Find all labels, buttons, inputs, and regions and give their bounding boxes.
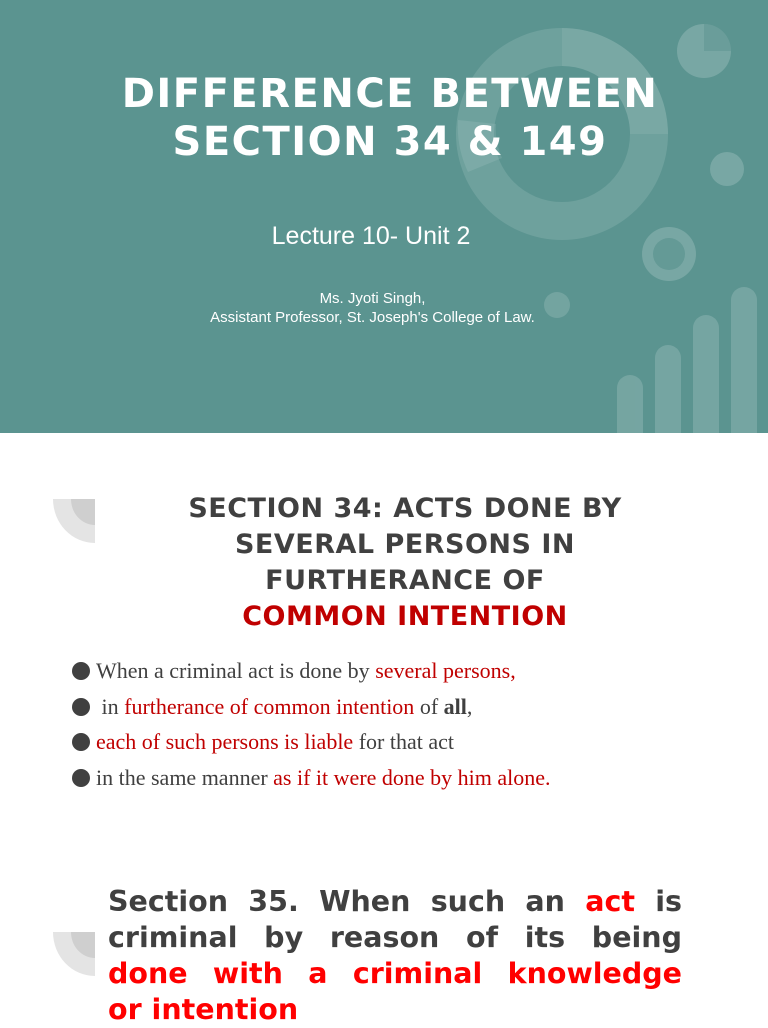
bullet-highlight: each of such persons is liable — [96, 729, 354, 754]
heading-line-2: SEVERAL PERSONS IN — [234, 529, 576, 560]
bullet-text: in — [96, 693, 125, 719]
text-line-3: done with a criminal knowledge — [108, 957, 682, 990]
text-line-4: or intention — [108, 993, 299, 1026]
heading-line-4: COMMON INTENTION — [242, 601, 568, 632]
heading-line-1: SECTION 34: ACTS DONE BY — [188, 493, 622, 524]
bullet-bold-text: all — [443, 693, 467, 719]
title-line-1: DIFFERENCE BETWEEN — [121, 71, 659, 117]
bullet-text: When a criminal act is done by — [96, 658, 376, 683]
bullet-highlight: furtherance of common intention — [124, 693, 415, 719]
section-34-heading — [100, 491, 710, 635]
text-segment: is — [634, 885, 683, 918]
bullet-icon — [72, 662, 90, 680]
bullet-text: in the same manner — [96, 764, 274, 790]
text-highlight: act — [585, 885, 635, 918]
text-line-2: criminal by reason of its being — [108, 921, 682, 954]
title-slide — [0, 0, 768, 433]
bullet-icon — [72, 733, 90, 751]
text-segment: Section 35. When such an — [108, 885, 586, 918]
section-35-text — [108, 884, 682, 1028]
quarter-circle-marker — [53, 499, 95, 543]
author-name: Ms. Jyoti Singh, — [319, 290, 426, 307]
list-item — [72, 760, 551, 796]
decorative-shapes — [0, 0, 768, 433]
bullet-text: , — [466, 693, 473, 719]
bullet-list — [72, 653, 551, 795]
list-item — [72, 724, 551, 760]
list-item — [72, 653, 551, 689]
bullet-icon — [72, 769, 90, 787]
lecture-subtitle: Lecture 10- Unit 2 — [271, 222, 471, 250]
list-item — [72, 689, 551, 725]
section-34-slide — [0, 433, 768, 824]
quarter-circle-marker — [53, 932, 95, 976]
bullet-icon — [72, 698, 90, 716]
heading-line-3: FURTHERANCE OF — [265, 565, 545, 596]
bullet-text: of — [414, 693, 444, 719]
author-role: Assistant Professor, St. Joseph's College of Law. — [210, 309, 535, 326]
author-info — [0, 289, 745, 327]
section-35-slide — [0, 824, 768, 1024]
title-line-2: SECTION 34 & 149 — [172, 119, 608, 165]
slide-title — [0, 70, 768, 166]
bullet-highlight: as if it were done by him alone. — [273, 764, 551, 790]
text-line-1 — [108, 884, 682, 920]
bullet-highlight: several persons, — [375, 658, 516, 683]
bullet-text: for that act — [353, 729, 454, 754]
